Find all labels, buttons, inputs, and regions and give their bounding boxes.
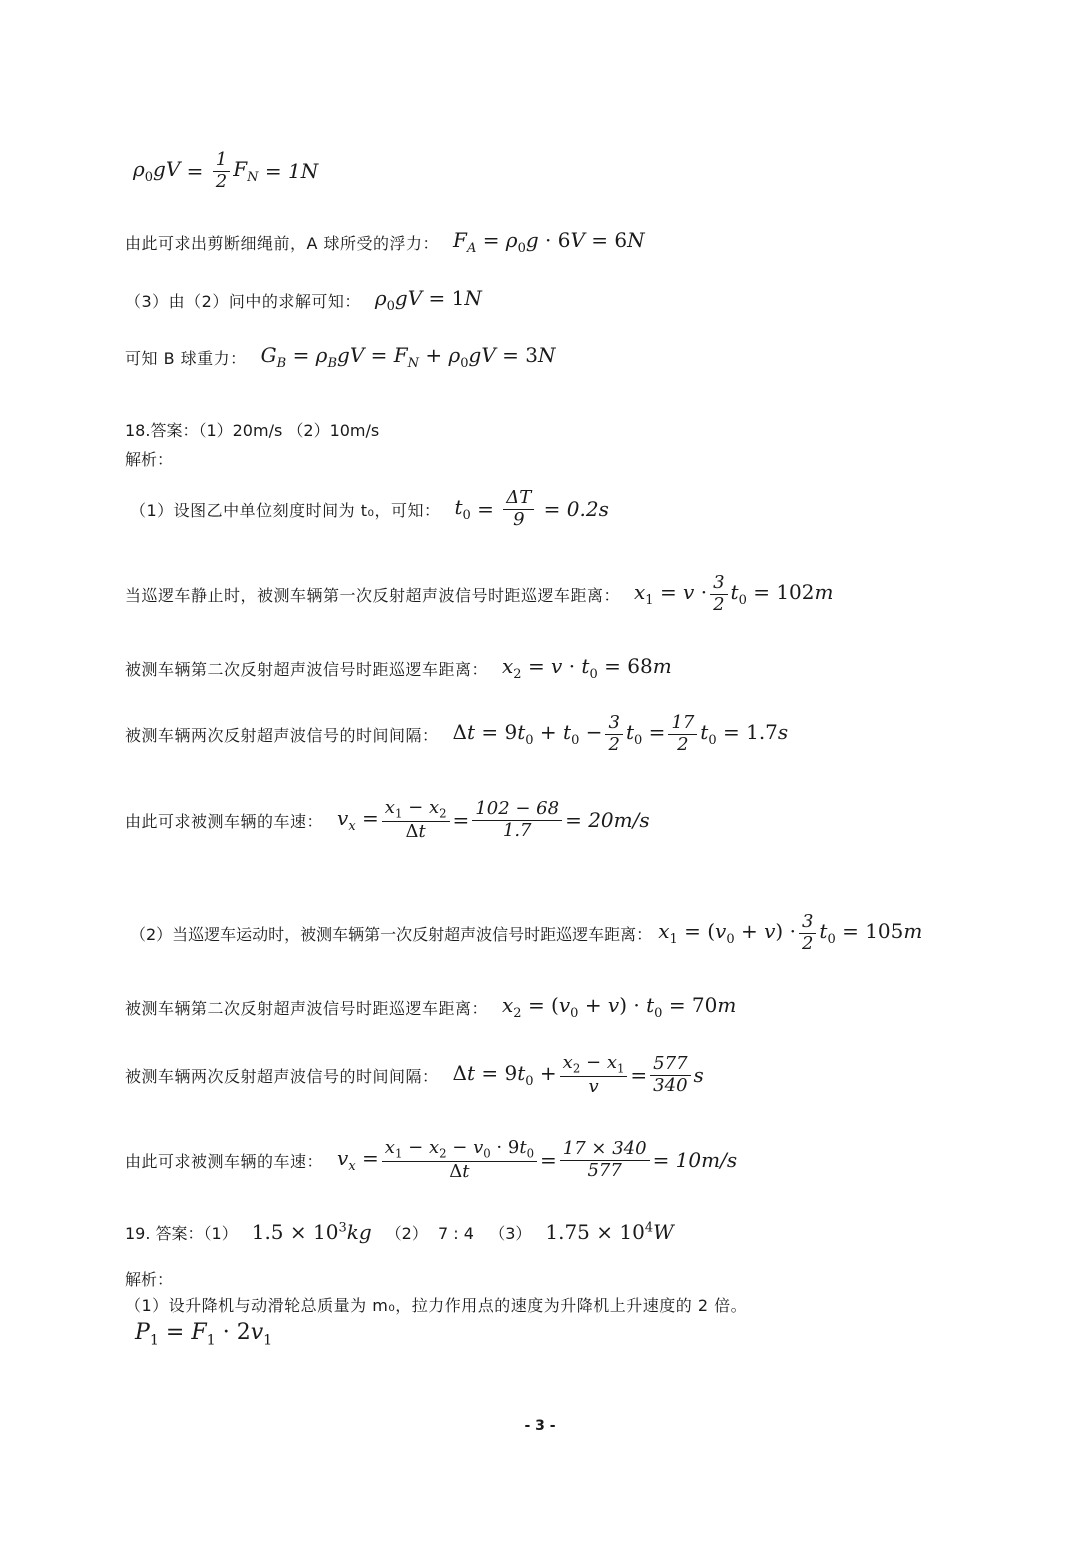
line-v-moving: 由此可求被测车辆的车速： $v_x$ = $\frac{x_1 - x_2 - v_0 \cdot 9t_0}{\Delta t}$ = $\frac{17 \times 340}{577}$ = 10 m/s <box>125 1137 738 1183</box>
line-text: （1）设图乙中单位刻度时间为 t₀，可知： <box>130 500 441 520</box>
answer-text: 18.答案：（1）20m/s （2）10m/s <box>125 421 380 440</box>
line-v-static: 由此可求被测车辆的车速： $v_x$ = $\frac{x_1 - x_2}{\Delta t}$ = $\frac{102 - 68}{1.7}$ = 20 m/s <box>125 797 650 843</box>
line-text: 由此可求被测车辆的车速： <box>125 811 324 831</box>
line-text: （2）当巡逻车运动时，被测车辆第一次反射超声波信号时距巡逻车距离： <box>130 924 653 944</box>
equation-buoyancy-half: $\rho_0gV$ = $\frac{1}{2}$ $F_N$ = 1 N <box>133 149 319 192</box>
line-dt-moving: 被测车辆两次反射超声波信号的时间间隔： $\Delta t = 9t_0$ + $\frac{x_2 - x_1}{v}$ = $\frac{577}{340}$ s <box>125 1052 704 1098</box>
line-buoyancy-a: 由此可求出剪断细绳前，A 球所受的浮力： $F_A = \rho_0g \cdot 6V = 6N$ <box>125 228 645 256</box>
line-text: 由此可求被测车辆的车速： <box>125 1151 324 1171</box>
line-x2-moving: 被测车辆第二次反射超声波信号时距巡逻车距离： $x_2 = (v_0 + v) \cdot t_0 = 70m$ <box>125 993 737 1021</box>
line-x1-moving: （2）当巡逻车运动时，被测车辆第一次反射超声波信号时距巡逻车距离： $x_1 = (v_0 + v)$ · $\frac{3}{2}$ $t_0 = 105m$ <box>130 911 923 954</box>
line-x2-static: 被测车辆第二次反射超声波信号时距巡逻车距离： $x_2 = v \cdot t_0 = 68m$ <box>125 654 672 682</box>
page-number: - 3 - <box>524 1418 556 1434</box>
analysis-label-19 <box>125 1267 173 1290</box>
line-t0: （1）设图乙中单位刻度时间为 t₀，可知： $t_0$ = $\frac{\Delta T}{9}$ = 0.2 s <box>130 487 609 530</box>
equation-power: $P_1 = F_1 \cdot 2v_1$ <box>135 1320 273 1349</box>
line-text: （3）由（2）问中的求解可知： <box>125 291 361 311</box>
line-m0 <box>125 1293 747 1316</box>
answer-19: 19. 答案：（1） $1.5 \times 10^3kg$ （2） 7 : 4 （3） $1.75 \times 10^4W$ <box>125 1220 674 1244</box>
line-text: 由此可求出剪断细绳前，A 球所受的浮力： <box>125 233 440 253</box>
answer-text-part2: （2） 7 : 4 （3） <box>385 1223 532 1243</box>
analysis-text: 解析： <box>125 1270 174 1289</box>
line-part3: （3）由（2）问中的求解可知： $\rho_0gV = 1N$ <box>125 286 482 314</box>
answer-18 <box>125 418 379 441</box>
line-dt-static: 被测车辆两次反射超声波信号的时间间隔： $\Delta t = 9t_0 + t_0$ − $\frac{3}{2}$ $t_0$ = $\frac{17}{2}$ $t_0 = 1.7s$ <box>125 712 789 755</box>
line-text: 被测车辆第二次反射超声波信号时距巡逻车距离： <box>125 659 489 679</box>
line-text: 当巡逻车静止时，被测车辆第一次反射超声波信号时距巡逻车距离： <box>125 585 621 605</box>
analysis-text: 解析： <box>125 450 174 469</box>
line-text: 可知 B 球重力： <box>125 348 247 368</box>
line-text: 被测车辆第二次反射超声波信号时距巡逻车距离： <box>125 998 489 1018</box>
line-gravity-b: 可知 B 球重力： $G_B = \rho_BgV = F_N + \rho_0gV = 3N$ <box>125 343 556 371</box>
line-x1-static: 当巡逻车静止时，被测车辆第一次反射超声波信号时距巡逻车距离： $x_1 = v$ · $\frac{3}{2}$ $t_0 = 102m$ <box>125 572 834 615</box>
line-text: （1）设升降机与动滑轮总质量为 m₀，拉力作用点的速度为升降机上升速度的 2 倍。 <box>125 1296 748 1315</box>
answer-text-part1: 19. 答案：（1） <box>125 1223 238 1243</box>
line-text: 被测车辆两次反射超声波信号的时间间隔： <box>125 1066 439 1086</box>
analysis-label-18 <box>125 447 173 470</box>
line-text: 被测车辆两次反射超声波信号的时间间隔： <box>125 725 439 745</box>
